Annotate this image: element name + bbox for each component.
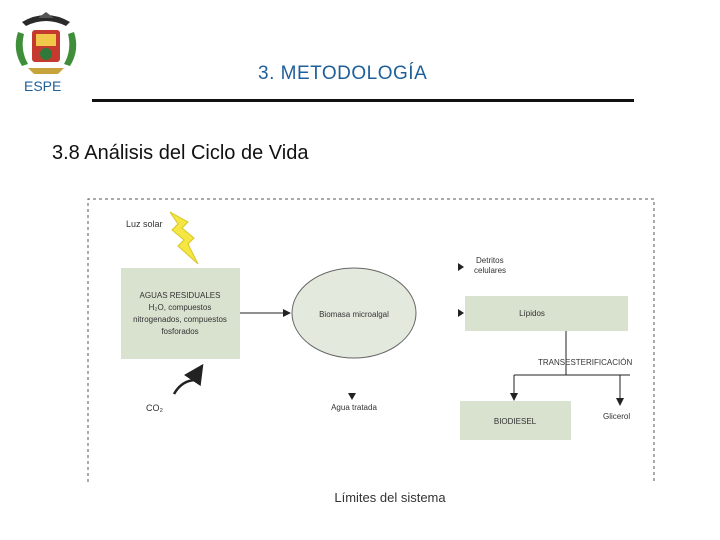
label-limites-sistema: Límites del sistema [334,490,446,505]
logo-caption: ESPE [24,78,62,94]
section-title: 3.8 Análisis del Ciclo de Vida [52,142,309,164]
lipidos-marker [458,309,464,317]
label-agua-tratada: Agua tratada [331,403,377,412]
aguas-line4: fosforados [161,327,199,336]
box-lipidos [465,296,628,331]
label-lipidos: Lípidos [519,309,545,318]
label-co2: CO₂ [146,403,163,413]
label-luz-solar: Luz solar [126,219,163,229]
co2-curve-arrow [174,366,202,394]
agua-tratada-marker [348,393,356,400]
aguas-line3: nitrogenados, compuestos [133,315,227,324]
label-biomasa: Biomasa microalgal [319,310,389,319]
label-glicerol: Glicerol [603,412,631,421]
page-title: 3. METODOLOGÍA [258,63,428,84]
lightning-bolt-icon [170,212,198,264]
label-detritos-2: celulares [474,266,507,275]
label-transesterificacion: TRANSESTERIFICACIÓN [538,358,633,367]
detritos-marker [458,263,464,271]
aguas-line1: AGUAS RESIDUALES [139,291,221,300]
box-aguas-residuales [121,268,240,359]
label-biodiesel: BIODIESEL [493,417,537,426]
aguas-line2: H₂O, compuestos [148,303,212,312]
label-detritos-1: Detritos [476,256,504,265]
